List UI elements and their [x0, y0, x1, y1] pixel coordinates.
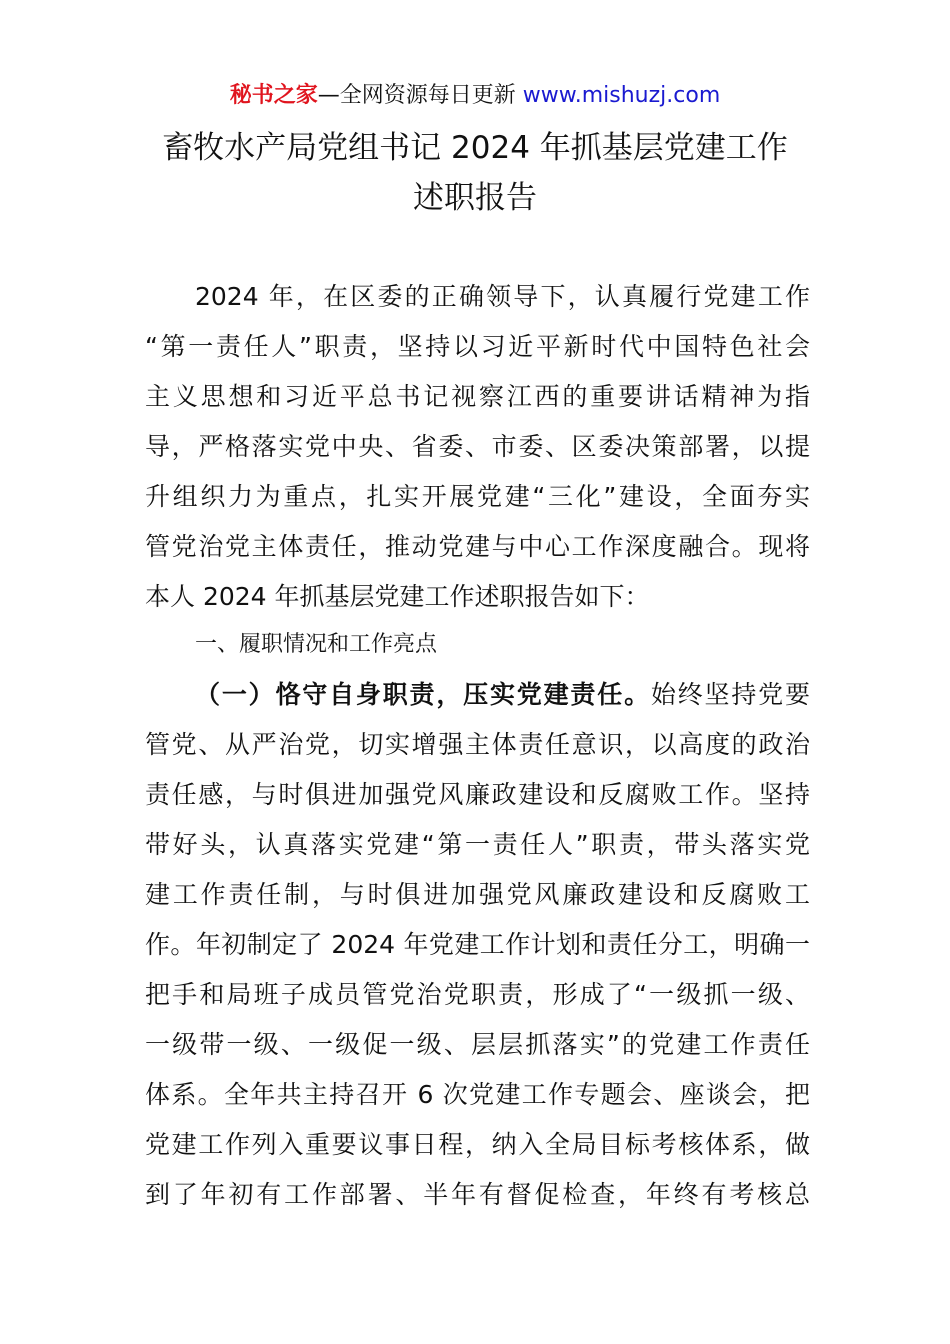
- intro-line: 本人 2024 年抓基层党建工作述职报告如下：: [145, 582, 650, 611]
- intro-line: 导，严格落实党中央、省委、市委、区委决策部署，以提: [145, 432, 810, 461]
- document-title-line-2: 述职报告: [413, 180, 537, 216]
- banner-url-link[interactable]: www.mishuzj.com: [522, 83, 721, 108]
- intro-line: “第一责任人”职责，坚持以习近平新时代中国特色社会: [145, 332, 810, 361]
- intro-line: 升组织力为重点，扎实开展党建“三化”建设，全面夯实: [145, 482, 810, 511]
- subsection-line: 作。年初制定了 2024 年党建工作计划和责任分工，明确一: [145, 930, 810, 959]
- subsection-first-line: [195, 670, 810, 720]
- document-title-line-1: 畜牧水产局党组书记 2024 年抓基层党建工作: [162, 130, 788, 166]
- subsection-line: 到了年初有工作部署、半年有督促检查，年终有考核总: [145, 1180, 810, 1209]
- subsection-line: 党建工作列入重要议事日程，纳入全局目标考核体系，做: [145, 1130, 810, 1159]
- intro-line: 2024 年，在区委的正确领导下，认真履行党建工作: [195, 282, 810, 311]
- subsection-line: 一级带一级、一级促一级、层层抓落实”的党建工作责任: [145, 1030, 810, 1059]
- intro-line: 管党治党主体责任，推动党建与中心工作深度融合。现将: [145, 532, 810, 561]
- subsection-line: 管党、从严治党，切实增强主体责任意识，以高度的政治: [145, 730, 810, 759]
- banner-tagline: —全网资源每日更新: [317, 83, 523, 108]
- subsection-line: 建工作责任制，与时俱进加强党风廉政建设和反腐败工: [145, 880, 810, 909]
- subsection-line: 把手和局班子成员管党治党职责，形成了“一级抓一级、: [145, 980, 810, 1009]
- subsection-line: 带好头，认真落实党建“第一责任人”职责，带头落实党: [145, 830, 810, 859]
- site-banner: [0, 80, 950, 112]
- section-heading: 一、履职情况和工作亮点: [195, 632, 438, 657]
- subsection-line: 体系。全年共主持召开 6 次党建工作专题会、座谈会，把: [145, 1080, 810, 1109]
- intro-line: 主义思想和习近平总书记视察江西的重要讲话精神为指: [145, 382, 810, 411]
- banner-brand: 秘书之家: [229, 83, 318, 108]
- subsection-bold-lead: （一）恪守自身职责，压实党建责任。: [195, 680, 651, 709]
- subsection-lead-rest: 始终坚持党要: [650, 680, 810, 709]
- subsection-line: 责任感，与时俱进加强党风廉政建设和反腐败工作。坚持: [145, 780, 810, 809]
